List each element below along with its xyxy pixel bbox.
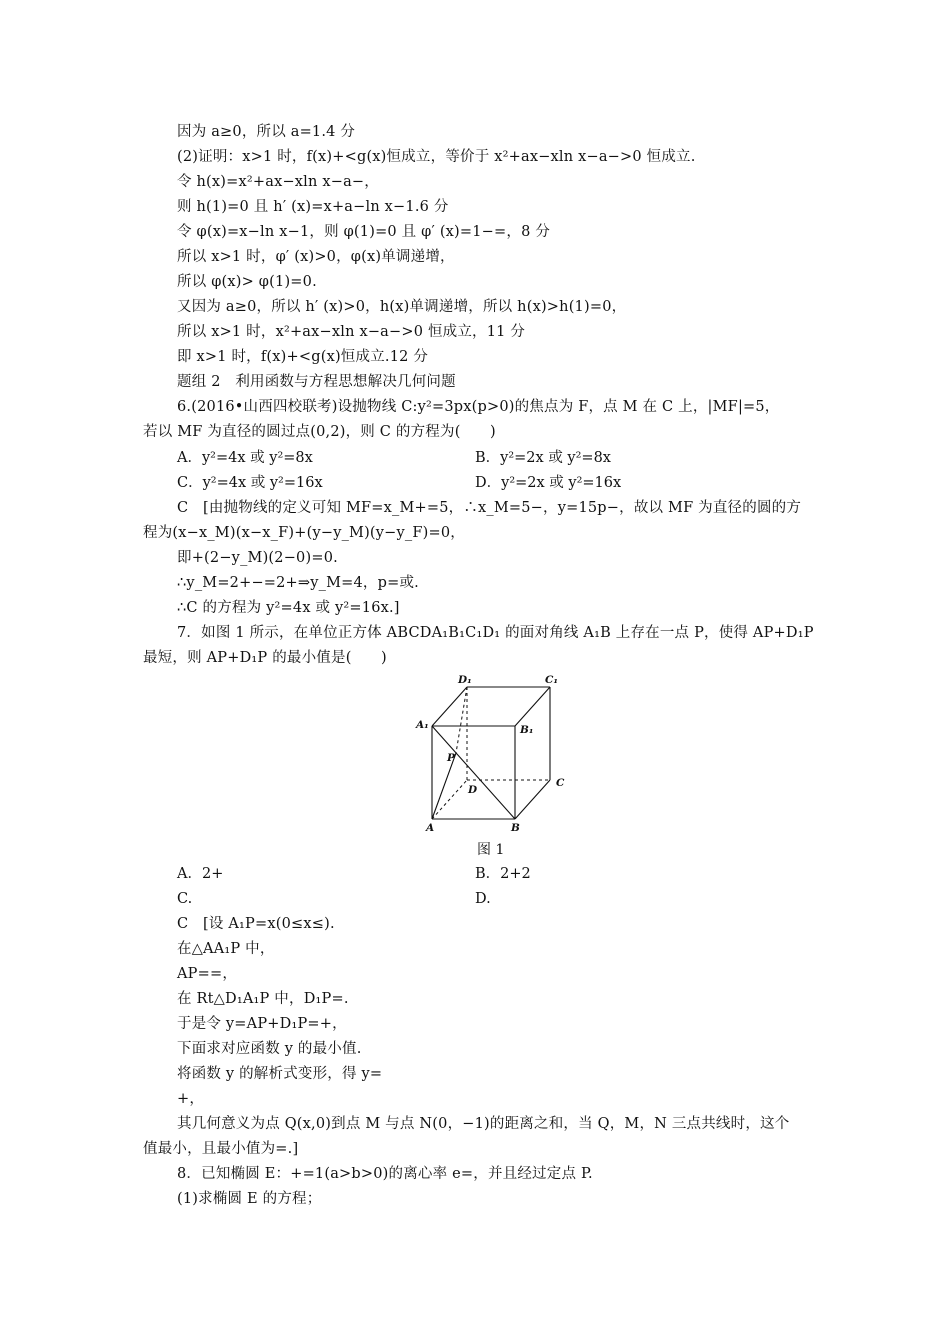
text-line: 在 Rt△D₁A₁P 中，D₁P=. <box>177 991 349 1007</box>
q6-option-b: B．y²=2x 或 y²=8x <box>475 450 611 466</box>
question-8: 8．已知椭圆 E：+=1(a>b>0)的离心率 e=，并且经过定点 P. <box>177 1166 593 1182</box>
text-line: 即+(2−y_M)(2−0)=0. <box>177 550 338 566</box>
label-p: P <box>447 752 455 764</box>
text-line: 因为 a≥0，所以 a=1.4 分 <box>177 124 356 140</box>
q7-option-b: B．2+2 <box>475 866 531 882</box>
text-line: 所以 φ(x)> φ(1)=0. <box>177 274 317 290</box>
text-line: ∴y_M=2+−=2+⇒y_M=4，p=或. <box>177 575 419 591</box>
q6-option-a: A．y²=4x 或 y²=8x <box>177 450 313 466</box>
text-line: 若以 MF 为直径的圆过点(0,2)，则 C 的方程为( ) <box>143 424 496 440</box>
text-line: 值最小，且最小值为=.] <box>143 1141 299 1157</box>
question-6: 6.(2016•山西四校联考)设抛物线 C:y²=3px(p>0)的焦点为 F，点 M 在 C 上，|MF|=5， <box>177 399 780 415</box>
label-b: B <box>511 822 520 834</box>
text-line: ∴C 的方程为 y²=4x 或 y²=16x.] <box>177 600 400 616</box>
label-b1: B₁ <box>520 724 534 736</box>
text-line: 又因为 a≥0，所以 h′ (x)>0，h(x)单调递增，所以 h(x)>h(1)=0， <box>177 299 627 315</box>
text-line: 即 x>1 时，f(x)+<g(x)恒成立.12 分 <box>177 349 429 365</box>
text-line: +， <box>177 1091 205 1107</box>
q7-option-d: D. <box>475 891 491 907</box>
text-line: (1)求椭圆 E 的方程； <box>177 1191 322 1207</box>
cube-figure <box>410 672 570 837</box>
hidden-edge-a-d <box>432 780 467 819</box>
text-line: 下面求对应函数 y 的最小值. <box>177 1041 362 1057</box>
edge-b1-c1 <box>515 687 550 726</box>
text-line: AP==， <box>177 966 238 982</box>
figure-caption: 图 1 <box>477 842 505 858</box>
edge-a1-d1 <box>432 687 467 726</box>
cube-diagram <box>410 672 570 837</box>
text-line: 令 φ(x)=x−ln x−1，则 φ(1)=0 且 φ′ (x)=1−=，8 分 <box>177 224 551 240</box>
edge-b-c <box>515 780 550 819</box>
label-c1: C₁ <box>545 674 558 686</box>
text-line: 于是令 y=AP+D₁P=+， <box>177 1016 347 1032</box>
text-line: 将函数 y 的解析式变形，得 y= <box>177 1066 383 1082</box>
section-heading: 题组 2 利用函数与方程思想解决几何问题 <box>177 374 456 390</box>
label-c: C <box>556 777 565 789</box>
label-d1: D₁ <box>458 674 472 686</box>
text-line: 所以 x>1 时，φ′ (x)>0，φ(x)单调递增， <box>177 249 455 265</box>
text-line: 程为(x−x_M)(x−x_F)+(y−y_M)(y−y_F)=0， <box>143 525 465 541</box>
q7-option-a: A．2+ <box>177 866 224 882</box>
answer-6: C [由抛物线的定义可知 MF=x_M+=5，∴x_M=5−，y=15p−，故以 MF 为直径的圆的方 <box>177 500 802 516</box>
label-d: D <box>468 784 478 796</box>
text-line: 则 h(1)=0 且 h′ (x)=x+a−ln x−1.6 分 <box>177 199 449 215</box>
question-7: 7．如图 1 所示，在单位正方体 ABCDA₁B₁C₁D₁ 的面对角线 A₁B 上存在一点 P，使得 AP+D₁P <box>177 625 814 641</box>
answer-7: C [设 A₁P=x(0≤x≤). <box>177 916 335 932</box>
text-line: 其几何意义为点 Q(x,0)到点 M 与点 N(0，−1)的距离之和，当 Q，M，N 三点共线时，这个 <box>177 1116 790 1132</box>
q7-option-c: C. <box>177 891 193 907</box>
text-line: (2)证明：x>1 时，f(x)+<g(x)恒成立，等价于 x²+ax−xln x−a−>0 恒成立. <box>177 149 696 165</box>
q6-option-d: D．y²=2x 或 y²=16x <box>475 475 622 491</box>
text-line: 最短，则 AP+D₁P 的最小值是( ) <box>143 650 387 666</box>
q6-option-c: C．y²=4x 或 y²=16x <box>177 475 323 491</box>
text-line: 在△AA₁P 中， <box>177 941 275 957</box>
label-a1: A₁ <box>416 719 429 731</box>
text-line: 所以 x>1 时，x²+ax−xln x−a−>0 恒成立，11 分 <box>177 324 526 340</box>
text-line: 令 h(x)=x²+ax−xln x−a−， <box>177 174 379 190</box>
label-a: A <box>426 822 435 834</box>
